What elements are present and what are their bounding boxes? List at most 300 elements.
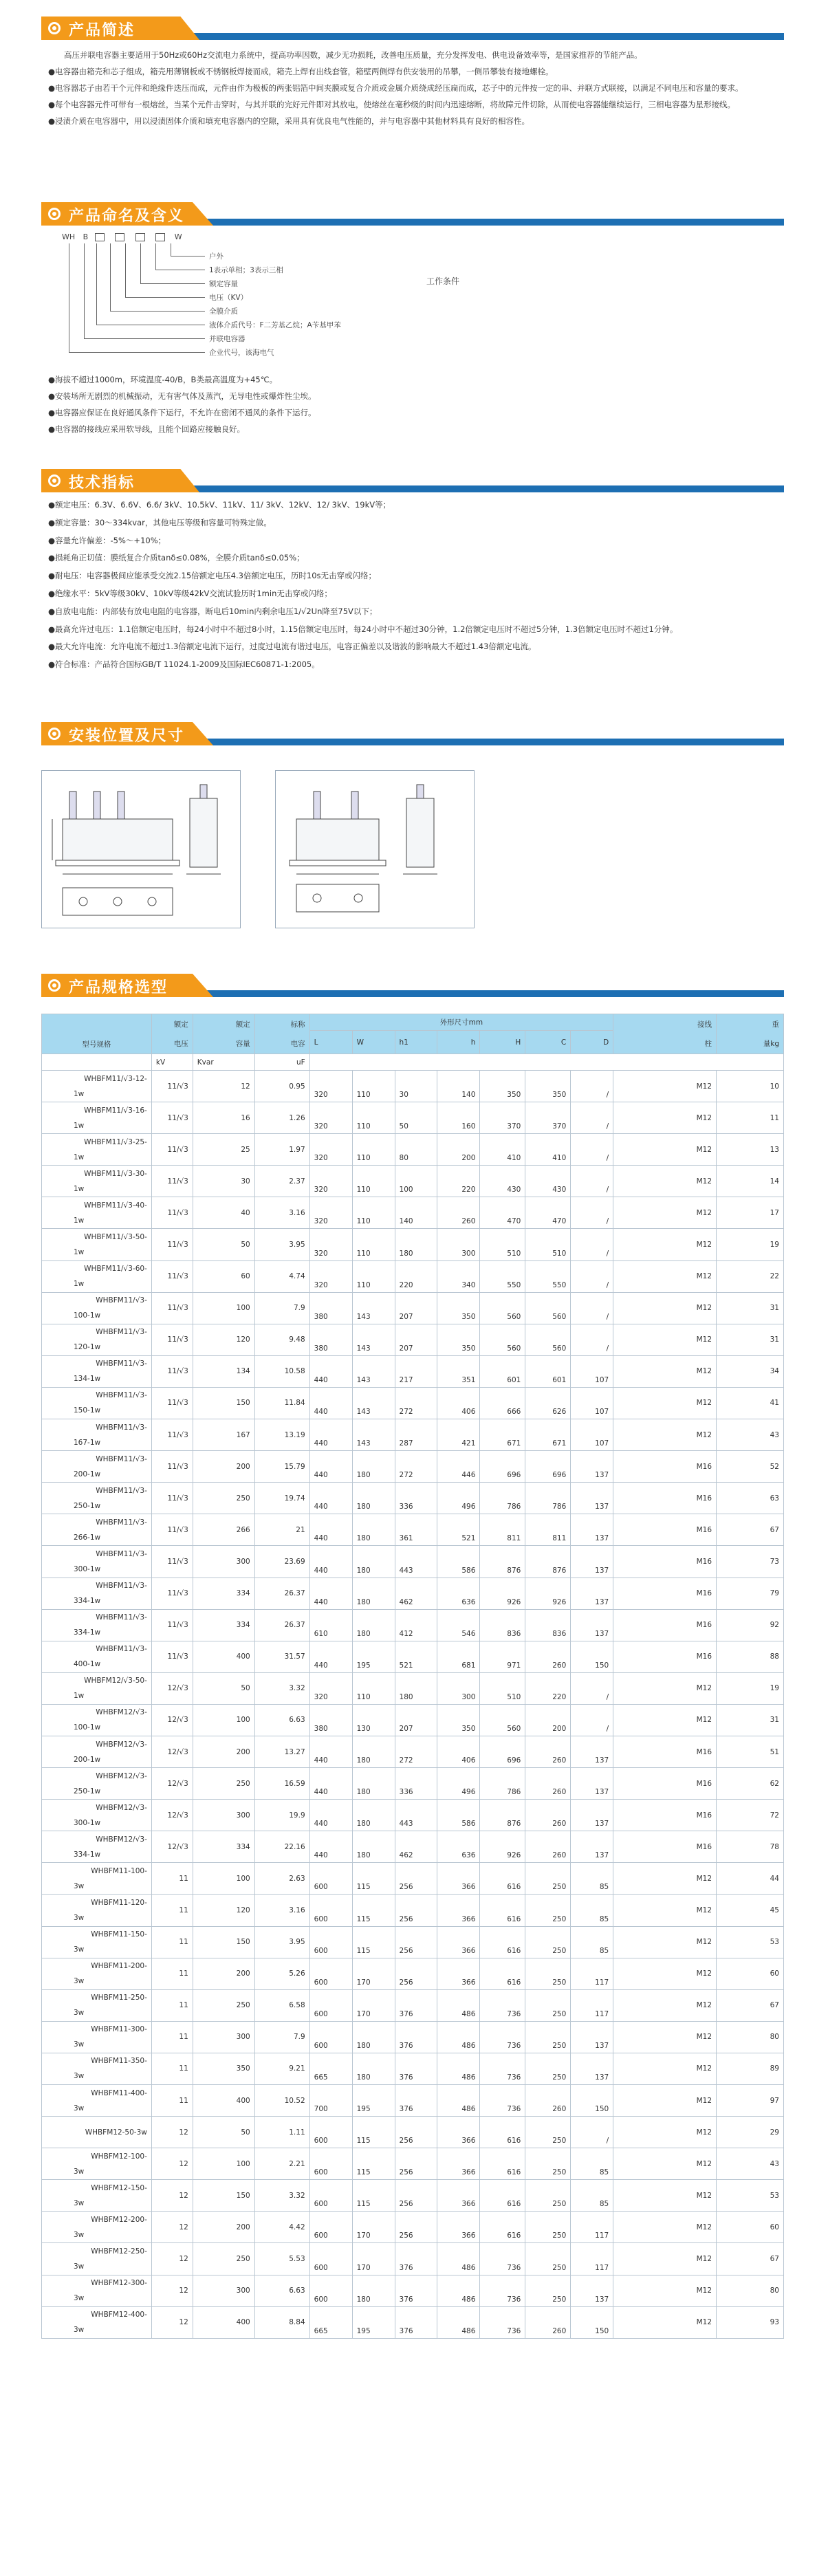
ring-bullet-icon	[48, 208, 61, 220]
cell-model: WHBFM11/√3- 250-1w	[42, 1483, 152, 1514]
cell-h1: 376	[395, 2021, 437, 2053]
table-row	[42, 1229, 784, 1260]
header-capacitance: 标称 电容	[254, 1014, 309, 1054]
cell-q: 16	[193, 1102, 254, 1134]
cell-D: 107	[571, 1419, 613, 1451]
cell-q: 250	[193, 1483, 254, 1514]
section-title: 技术指标	[69, 474, 135, 492]
cell-H: 736	[480, 2306, 525, 2338]
cell-H: 560	[480, 1704, 525, 1736]
cell-H: 926	[480, 1831, 525, 1863]
table-row	[42, 1863, 784, 1895]
cell-L: 600	[309, 2212, 352, 2243]
cell-q: 100	[193, 1863, 254, 1895]
cell-L: 380	[309, 1704, 352, 1736]
cell-L: 320	[309, 1260, 352, 1292]
cell-C: 250	[525, 2275, 571, 2306]
cell-model: WHBFM12/√3- 100-1w	[42, 1704, 152, 1736]
code-part: WH	[62, 232, 76, 241]
cell-h1: 376	[395, 1989, 437, 2021]
table-row	[42, 1578, 784, 1609]
cell-model: WHBFM12/√3- 334-1w	[42, 1831, 152, 1863]
cell-H: 666	[480, 1387, 525, 1419]
cell-v: 12/√3	[151, 1672, 193, 1704]
cell-t: M16	[613, 1800, 717, 1831]
cell-L: 600	[309, 2275, 352, 2306]
cell-h1: 207	[395, 1324, 437, 1355]
cell-D: 137	[571, 1483, 613, 1514]
cell-h: 486	[437, 1989, 480, 2021]
cell-model: WHBFM11/√3-25- 1w	[42, 1134, 152, 1166]
cell-model: WHBFM11-200- 3w	[42, 1958, 152, 1989]
cell-H: 616	[480, 1958, 525, 1989]
cell-C: 926	[525, 1578, 571, 1609]
cell-q: 120	[193, 1324, 254, 1355]
cell-D: 137	[571, 2021, 613, 2053]
cell-c: 15.79	[254, 1451, 309, 1483]
cell-kg: 67	[717, 1989, 784, 2021]
cell-h1: 256	[395, 1895, 437, 1926]
cell-W: 180	[352, 2275, 395, 2306]
cell-C: 671	[525, 1419, 571, 1451]
cell-c: 2.21	[254, 2148, 309, 2180]
cell-H: 616	[480, 1895, 525, 1926]
cell-W: 115	[352, 2117, 395, 2148]
cell-D: /	[571, 2117, 613, 2148]
cell-q: 334	[193, 1578, 254, 1609]
spec-table-head	[42, 1014, 784, 1071]
naming-diagram	[41, 227, 784, 378]
cell-W: 180	[352, 1578, 395, 1609]
cell-kg: 31	[717, 1292, 784, 1324]
cell-C: 786	[525, 1483, 571, 1514]
cell-D: /	[571, 1324, 613, 1355]
cell-D: 117	[571, 2212, 613, 2243]
single-phase-drawing	[41, 770, 241, 928]
cell-kg: 80	[717, 2275, 784, 2306]
table-row	[42, 1768, 784, 1800]
table-row	[42, 1483, 784, 1514]
cell-q: 300	[193, 2021, 254, 2053]
cell-L: 610	[309, 1609, 352, 1641]
cell-v: 12	[151, 2180, 193, 2212]
cell-W: 115	[352, 2180, 395, 2212]
cell-c: 5.53	[254, 2243, 309, 2275]
cell-model: WHBFM11/√3- 300-1w	[42, 1546, 152, 1578]
cell-t: M12	[613, 2053, 717, 2084]
cell-kg: 93	[717, 2306, 784, 2338]
cell-H: 616	[480, 1863, 525, 1895]
spec-table-body	[42, 1071, 784, 2339]
cell-h1: 336	[395, 1483, 437, 1514]
cell-L: 440	[309, 1578, 352, 1609]
cell-h: 340	[437, 1260, 480, 1292]
cell-kg: 88	[717, 1641, 784, 1672]
cell-v: 11/√3	[151, 1260, 193, 1292]
cell-t: M16	[613, 1451, 717, 1483]
cell-C: 811	[525, 1514, 571, 1546]
cell-H: 430	[480, 1166, 525, 1197]
table-row	[42, 1419, 784, 1451]
cell-W: 170	[352, 1958, 395, 1989]
cell-model: WHBFM11/√3-50- 1w	[42, 1229, 152, 1260]
cell-L: 320	[309, 1102, 352, 1134]
cell-kg: 80	[717, 2021, 784, 2053]
cell-q: 300	[193, 1800, 254, 1831]
table-row	[42, 1895, 784, 1926]
cell-C: 260	[525, 1831, 571, 1863]
naming-label: 户外	[209, 252, 224, 261]
cell-h1: 443	[395, 1546, 437, 1578]
cell-L: 440	[309, 1419, 352, 1451]
cell-v: 11/√3	[151, 1292, 193, 1324]
cell-L: 320	[309, 1166, 352, 1197]
cell-model: WHBFM11-350- 3w	[42, 2053, 152, 2084]
cell-h: 406	[437, 1736, 480, 1767]
cell-H: 836	[480, 1609, 525, 1641]
cell-kg: 60	[717, 1958, 784, 1989]
cell-c: 4.74	[254, 1260, 309, 1292]
ring-bullet-icon	[48, 979, 61, 992]
cell-H: 926	[480, 1578, 525, 1609]
header-model: 型号规格	[42, 1014, 152, 1054]
cell-c: 3.16	[254, 1895, 309, 1926]
cell-W: 180	[352, 1831, 395, 1863]
cell-q: 50	[193, 1229, 254, 1260]
cell-h1: 180	[395, 1672, 437, 1704]
cell-q: 334	[193, 1831, 254, 1863]
table-row	[42, 2306, 784, 2338]
cell-t: M12	[613, 1229, 717, 1260]
cell-C: 350	[525, 1071, 571, 1102]
cell-v: 12	[151, 2117, 193, 2148]
cell-W: 143	[352, 1292, 395, 1324]
cell-model: WHBFM11/√3- 266-1w	[42, 1514, 152, 1546]
cell-H: 876	[480, 1546, 525, 1578]
cell-model: WHBFM12-400- 3w	[42, 2306, 152, 2338]
cell-v: 11/√3	[151, 1578, 193, 1609]
cell-c: 16.59	[254, 1768, 309, 1800]
table-row	[42, 2275, 784, 2306]
section-install	[41, 722, 784, 747]
table-row	[42, 2180, 784, 2212]
cell-D: 117	[571, 2243, 613, 2275]
table-row	[42, 1387, 784, 1419]
table-row	[42, 2212, 784, 2243]
model-code	[62, 232, 182, 241]
cell-h1: 100	[395, 1166, 437, 1197]
cell-L: 440	[309, 1768, 352, 1800]
intro-paragraph: 高压并联电容器主要适用于50Hz或60Hz交流电力系统中，提高功率因数，减少无功损耗，改善电压质量，充分发挥发电、供电设备效率等，是国家推荐的节能产品。	[64, 50, 642, 60]
cell-c: 4.42	[254, 2212, 309, 2243]
table-row	[42, 1736, 784, 1767]
cell-C: 260	[525, 1768, 571, 1800]
tech-item: ●绝缘水平：5kV等级30kV、10kV等级42kV交流试验历时1min无击穿或闪络；	[48, 588, 332, 598]
cell-v: 11	[151, 2085, 193, 2117]
section-banner	[41, 17, 784, 41]
cell-h: 366	[437, 2117, 480, 2148]
cell-t: M16	[613, 1768, 717, 1800]
cell-q: 25	[193, 1134, 254, 1166]
cell-W: 180	[352, 2053, 395, 2084]
cell-h: 486	[437, 2243, 480, 2275]
cell-c: 26.37	[254, 1578, 309, 1609]
cell-D: 150	[571, 1641, 613, 1672]
intro-paragraph: ●每个电容器元件可带有一根熔丝，当某个元件击穿时，与其并联的完好元件即对其放电，使熔丝在毫秒级的时间内迅速熔断，将故障元件切除，从而使电容器能继续运行，三相电容器为星形接线。	[48, 100, 736, 109]
header-voltage-unit: kV	[151, 1054, 193, 1071]
cell-h: 350	[437, 1292, 480, 1324]
cell-W: 110	[352, 1134, 395, 1166]
cell-h1: 30	[395, 1071, 437, 1102]
cell-C: 626	[525, 1387, 571, 1419]
cell-C: 260	[525, 2085, 571, 2117]
cell-v: 11	[151, 1989, 193, 2021]
cell-kg: 73	[717, 1546, 784, 1578]
cell-c: 13.27	[254, 1736, 309, 1767]
three-phase-drawing	[275, 770, 475, 928]
header-L: L	[309, 1031, 352, 1054]
cell-c: 23.69	[254, 1546, 309, 1578]
cell-C: 250	[525, 2053, 571, 2084]
cell-c: 7.9	[254, 1292, 309, 1324]
header-capacitance-unit: uF	[254, 1054, 309, 1071]
cell-v: 11/√3	[151, 1355, 193, 1387]
cell-model: WHBFM11/√3-40- 1w	[42, 1197, 152, 1229]
cell-L: 380	[309, 1324, 352, 1355]
cell-H: 696	[480, 1736, 525, 1767]
intro-text	[41, 47, 784, 129]
table-row	[42, 1260, 784, 1292]
cell-v: 11/√3	[151, 1102, 193, 1134]
section-intro	[41, 17, 784, 129]
cell-model: WHBFM11-300- 3w	[42, 2021, 152, 2053]
cell-v: 11/√3	[151, 1134, 193, 1166]
table-row	[42, 1641, 784, 1672]
cell-q: 40	[193, 1197, 254, 1229]
cell-t: M12	[613, 1324, 717, 1355]
cell-q: 250	[193, 2243, 254, 2275]
cell-W: 143	[352, 1387, 395, 1419]
cell-c: 10.58	[254, 1355, 309, 1387]
cell-C: 876	[525, 1546, 571, 1578]
cell-c: 0.95	[254, 1071, 309, 1102]
cell-model: WHBFM11/√3- 400-1w	[42, 1641, 152, 1672]
cell-v: 12	[151, 2212, 193, 2243]
cell-h1: 443	[395, 1800, 437, 1831]
cell-c: 2.63	[254, 1863, 309, 1895]
cell-D: 117	[571, 1989, 613, 2021]
cell-v: 11/√3	[151, 1197, 193, 1229]
cell-c: 7.9	[254, 2021, 309, 2053]
cell-H: 601	[480, 1355, 525, 1387]
cell-D: 150	[571, 2085, 613, 2117]
cell-W: 110	[352, 1229, 395, 1260]
condition-item: ●海拔不超过1000m，环境温度-40/B，B类最高温度为+45℃。	[48, 375, 278, 384]
table-row	[42, 1514, 784, 1546]
section-specs	[41, 974, 784, 998]
cell-kg: 62	[717, 1768, 784, 1800]
cell-t: M12	[613, 2148, 717, 2180]
cell-model: WHBFM11-250- 3w	[42, 1989, 152, 2021]
cell-t: M12	[613, 2306, 717, 2338]
cell-t: M16	[613, 1483, 717, 1514]
cell-model: WHBFM11-150- 3w	[42, 1926, 152, 1958]
cell-C: 560	[525, 1292, 571, 1324]
tech-item: ●最高允许过电压：1.1倍额定电压时，每24小时中不超过8小时，1.15倍额定电压时，每24小时中不超过30分钟，1.2倍额定电压时不超过5分钟，1.3倍额定电压时不超过1分钟。	[48, 624, 678, 634]
cell-model: WHBFM11/√3-60- 1w	[42, 1260, 152, 1292]
header-h1: h1	[395, 1031, 437, 1054]
cell-W: 115	[352, 1895, 395, 1926]
cell-v: 11	[151, 1863, 193, 1895]
cell-q: 400	[193, 2306, 254, 2338]
cell-q: 300	[193, 2275, 254, 2306]
cell-D: 137	[571, 1609, 613, 1641]
cell-t: M12	[613, 1672, 717, 1704]
cell-C: 250	[525, 1958, 571, 1989]
cell-kg: 10	[717, 1071, 784, 1102]
cell-c: 9.21	[254, 2053, 309, 2084]
cell-W: 110	[352, 1672, 395, 1704]
cell-q: 200	[193, 1736, 254, 1767]
table-row	[42, 1197, 784, 1229]
cell-kg: 67	[717, 2243, 784, 2275]
header-H: H	[480, 1031, 525, 1054]
cell-H: 616	[480, 2180, 525, 2212]
cell-q: 150	[193, 1926, 254, 1958]
cell-h: 636	[437, 1578, 480, 1609]
table-row	[42, 1926, 784, 1958]
cell-kg: 44	[717, 1863, 784, 1895]
cell-t: M12	[613, 2021, 717, 2053]
cell-L: 440	[309, 1800, 352, 1831]
cell-t: M12	[613, 1197, 717, 1229]
cell-v: 12/√3	[151, 1831, 193, 1863]
cell-H: 550	[480, 1260, 525, 1292]
cell-kg: 78	[717, 1831, 784, 1863]
cell-L: 600	[309, 2117, 352, 2148]
cell-q: 100	[193, 2148, 254, 2180]
cell-C: 250	[525, 1863, 571, 1895]
cell-H: 736	[480, 1989, 525, 2021]
cell-W: 180	[352, 1736, 395, 1767]
cell-W: 180	[352, 1451, 395, 1483]
cell-L: 440	[309, 1831, 352, 1863]
header-terminal: 接线 柱	[613, 1014, 717, 1054]
cell-q: 120	[193, 1895, 254, 1926]
cell-C: 250	[525, 2212, 571, 2243]
cell-model: WHBFM12-200- 3w	[42, 2212, 152, 2243]
cell-D: 85	[571, 1863, 613, 1895]
capacitor-drawing-icon	[276, 771, 474, 928]
cell-kg: 72	[717, 1800, 784, 1831]
cell-kg: 97	[717, 2085, 784, 2117]
cell-c: 6.58	[254, 1989, 309, 2021]
table-row	[42, 1134, 784, 1166]
cell-kg: 41	[717, 1387, 784, 1419]
cell-kg: 19	[717, 1229, 784, 1260]
cell-c: 3.95	[254, 1229, 309, 1260]
cell-v: 11/√3	[151, 1609, 193, 1641]
cell-c: 26.37	[254, 1609, 309, 1641]
cell-H: 616	[480, 2148, 525, 2180]
cell-L: 665	[309, 2053, 352, 2084]
cell-t: M12	[613, 1166, 717, 1197]
cell-L: 440	[309, 1387, 352, 1419]
cell-W: 130	[352, 1704, 395, 1736]
cell-C: 836	[525, 1609, 571, 1641]
code-box	[95, 233, 105, 241]
cell-h1: 140	[395, 1197, 437, 1229]
section-banner	[41, 469, 784, 494]
cell-h: 160	[437, 1102, 480, 1134]
cell-h: 366	[437, 2148, 480, 2180]
condition-item: ●电容器的接线应采用软导线，且能个回路应接触良好。	[48, 424, 246, 434]
tech-item: ●容量允许偏差：-5%～+10%；	[48, 535, 166, 545]
cell-W: 110	[352, 1071, 395, 1102]
code-box	[135, 233, 145, 241]
capacitor-drawing-icon	[42, 771, 240, 928]
cell-h1: 207	[395, 1704, 437, 1736]
cell-v: 11/√3	[151, 1387, 193, 1419]
table-row	[42, 2148, 784, 2180]
cell-kg: 79	[717, 1578, 784, 1609]
cell-D: 137	[571, 2275, 613, 2306]
cell-kg: 43	[717, 1419, 784, 1451]
cell-H: 736	[480, 2275, 525, 2306]
cell-C: 260	[525, 1641, 571, 1672]
cell-v: 11/√3	[151, 1514, 193, 1546]
cell-t: M12	[613, 2117, 717, 2148]
cell-v: 12/√3	[151, 1704, 193, 1736]
cell-kg: 22	[717, 1260, 784, 1292]
cell-t: M12	[613, 1863, 717, 1895]
cell-kg: 14	[717, 1166, 784, 1197]
cell-h: 350	[437, 1324, 480, 1355]
intro-paragraph: ●浸渍介质在电容器中，用以浸渍固体介质和填充电容器内的空隙，采用具有优良电气性能的，并与电容器中其他材料具有良好的相容性。	[48, 116, 530, 126]
cell-L: 600	[309, 1989, 352, 2021]
code-part: W	[174, 232, 182, 241]
cell-h1: 220	[395, 1260, 437, 1292]
table-row	[42, 1102, 784, 1134]
cell-W: 195	[352, 1641, 395, 1672]
table-row	[42, 1704, 784, 1736]
cell-D: 85	[571, 2148, 613, 2180]
cell-C: 370	[525, 1102, 571, 1134]
cell-W: 170	[352, 1989, 395, 2021]
cell-q: 400	[193, 2085, 254, 2117]
cell-D: 85	[571, 2180, 613, 2212]
cell-t: M12	[613, 1895, 717, 1926]
cell-model: WHBFM11-100- 3w	[42, 1863, 152, 1895]
intro-paragraph: ●电容器芯子由若干个元件和绝缘件迭压而成，元件由作为极板的两张铝箔中间夹膜或复合介质或金属介质绕成经压扁而成，芯子中的元件按一定的串、并联方式联接，以满足不同电压和容量的要求。	[48, 83, 743, 93]
cell-t: M16	[613, 1609, 717, 1641]
cell-W: 143	[352, 1324, 395, 1355]
cell-model: WHBFM12/√3- 250-1w	[42, 1768, 152, 1800]
cell-t: M12	[613, 2212, 717, 2243]
cell-D: 137	[571, 1831, 613, 1863]
cell-v: 11/√3	[151, 1641, 193, 1672]
code-box	[115, 233, 124, 241]
tech-item: ●自放电电能：内部装有放电电阻的电容器，断电后10min内剩余电压1/√2Un降至75V以下；	[48, 606, 378, 616]
cell-L: 600	[309, 1863, 352, 1895]
cell-h1: 376	[395, 2275, 437, 2306]
cell-D: 137	[571, 1451, 613, 1483]
cell-q: 50	[193, 2117, 254, 2148]
cell-H: 370	[480, 1102, 525, 1134]
cell-h: 636	[437, 1831, 480, 1863]
cell-c: 5.26	[254, 1958, 309, 1989]
condition-item: ●安装场所无剧烈的机械振动，无有害气体及蒸汽，无导电性或爆炸性尘埃。	[48, 391, 316, 401]
